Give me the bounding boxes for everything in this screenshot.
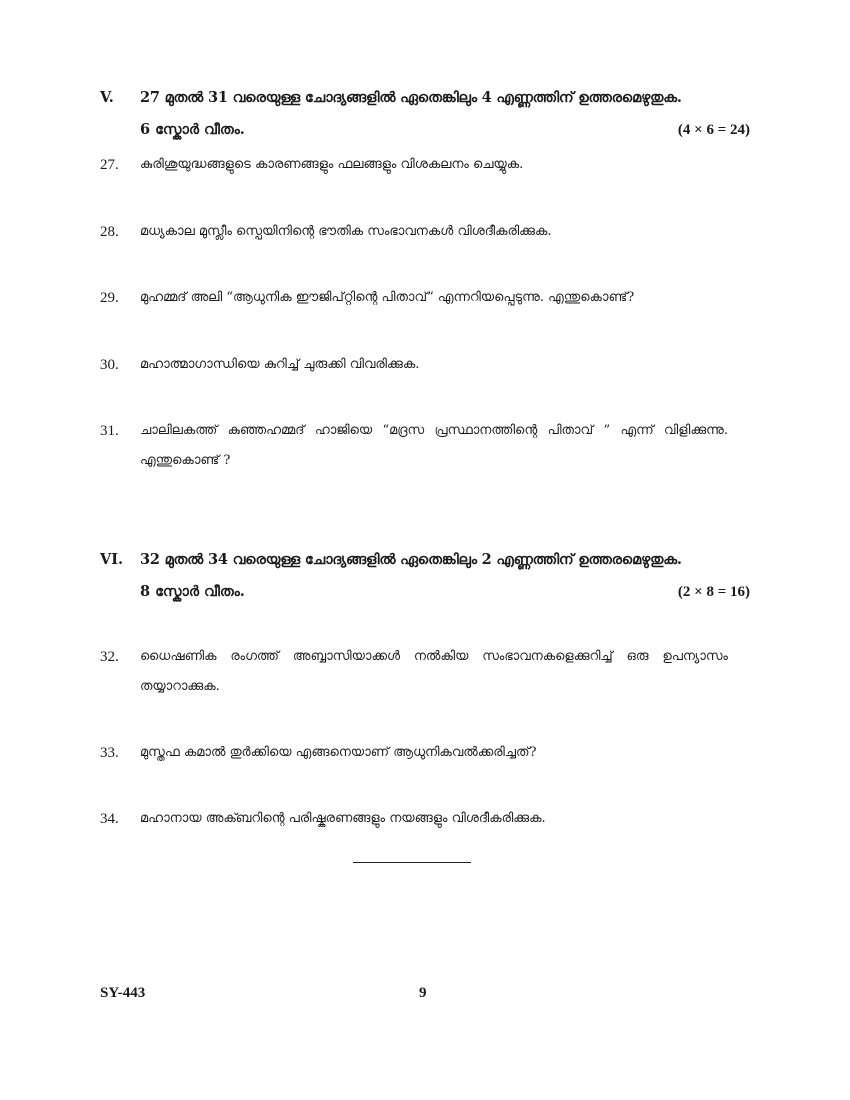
- section-instruction: 32 മുതൽ 34 വരെയുള്ള ചോദ്യങ്ങളിൽ ഏതെങ്കിലും 2 എണ്ണത്തിന് ഉത്തരമെഴുതുക.: [140, 551, 682, 568]
- question-number: 27.: [100, 157, 119, 173]
- question-number: 30.: [100, 357, 119, 373]
- section-marks: 6 സ്കോർ വീതം.: [140, 121, 245, 138]
- question-number: 29.: [100, 290, 119, 306]
- section-marks-formula: (4 × 6 = 24): [677, 122, 750, 138]
- question-text: ധൈഷണിക രംഗത്ത് അബ്ബാസിയാക്കൾ നൽകിയ സംഭാവനകളെക്കുറിച്ച് ഒരു ഉപന്യാസം തയ്യാറാക്കുക.: [140, 649, 728, 694]
- question-number: 34.: [100, 811, 119, 827]
- question-number: 33.: [100, 745, 119, 761]
- question-number: 32.: [100, 649, 119, 665]
- section-marks: 8 സ്കോർ വീതം.: [140, 583, 245, 600]
- question-text: മുസ്തഫ കമാൽ തുർക്കിയെ എങ്ങനെയാണ് ആധുനികവൽക്കരിച്ചത്?: [140, 745, 537, 760]
- question-number: 31.: [100, 423, 119, 439]
- section-marks-formula: (2 × 8 = 16): [677, 584, 750, 600]
- question-text: മധ്യകാല മുസ്ലീം സ്പെയിനിന്റെ ഭൗതിക സംഭാവനകൾ വിശദീകരിക്കുക.: [140, 224, 552, 239]
- question-text: ചാലിലകത്ത് കുഞ്ഞഹമ്മദ് ഹാജിയെ “മദ്രസ പ്രസ്ഥാനത്തിന്റെ പിതാവ് ” എന്ന് വിളിക്കുന്നു. എന്തുകൊണ്ട് ?: [140, 423, 728, 468]
- section-number: VI.: [100, 551, 124, 568]
- paper-code: SY-443: [100, 985, 146, 1001]
- section-instruction: 27 മുതൽ 31 വരെയുള്ള ചോദ്യങ്ങളിൽ ഏതെങ്കിലും 4 എണ്ണത്തിന് ഉത്തരമെഴുതുക.: [140, 89, 682, 106]
- section-number: V.: [100, 89, 114, 106]
- question-text: മഹാനായ അക്ബറിന്റെ പരിഷ്കരണങ്ങളും നയങ്ങളും വിശദീകരിക്കുക.: [140, 811, 546, 826]
- question-text: മഹാത്മാഗാന്ധിയെ കുറിച്ച് ചുരുക്കി വിവരിക്കുക.: [140, 357, 420, 372]
- page-number: 9: [419, 985, 427, 1001]
- question-number: 28.: [100, 224, 119, 240]
- end-divider: [353, 862, 471, 863]
- question-text: മുഹമ്മദ് അലി “ആധുനിക ഈജിപ്റ്റിന്റെ പിതാവ്” എന്നറിയപ്പെടുന്നു. എന്തുകൊണ്ട്?: [140, 290, 635, 305]
- question-text: കുരിശുയുദ്ധങ്ങളുടെ കാരണങ്ങളും ഫലങ്ങളും വിശകലനം ചെയ്യുക.: [140, 157, 524, 172]
